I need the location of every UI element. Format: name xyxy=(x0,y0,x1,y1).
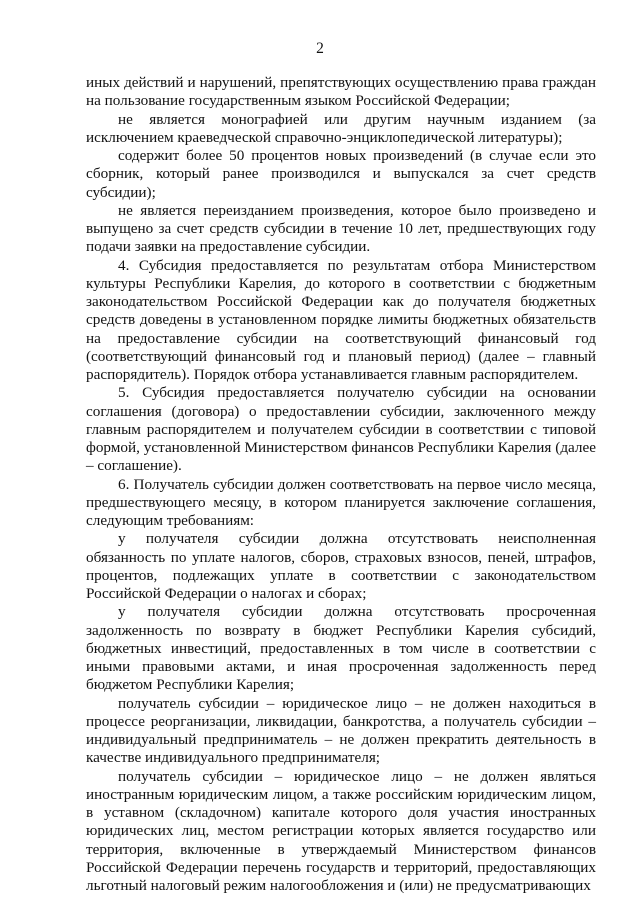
paragraph-requirement-new-works: содержит более 50 процентов новых произведений (в случае если это сборник, который ранее производился и выпускался за счет средств субсидии); xyxy=(86,147,596,201)
document-body xyxy=(86,74,596,895)
page-number: 2 xyxy=(316,40,324,57)
paragraph-clause-5: 5. Субсидия предоставляется получателю субсидии на основании соглашения (договора) о предоставлении субсидии, заключенного между главным распорядителем и получателем субсидии в соответствии с типовой формой, установленной Министерством финансов Республики Карелия (далее – соглашение). xyxy=(86,384,596,475)
paragraph-continuation: иных действий и нарушений, препятствующих осуществлению права граждан на пользование государственным языком Российской Федерации; xyxy=(86,74,596,110)
paragraph-requirement-reorganization: получатель субсидии – юридическое лицо – не должен находиться в процессе реорганизации, ликвидации, банкротства, а получатель субсидии – индивидуальный предприниматель – не должен прекратить деятельность в качестве индивидуального предпринимателя; xyxy=(86,694,596,767)
paragraph-requirement-taxes: у получателя субсидии должна отсутствовать неисполненная обязанность по уплате налогов, сборов, страховых взносов, пеней, штрафов, процентов, подлежащих уплате в соответствии с законодательством Российской Федерации о налогах и сборах; xyxy=(86,530,596,602)
paragraph-requirement-not-reissue: не является переизданием произведения, которое было произведено и выпущено за счет средств субсидии в течение 10 лет, предшествующих году подачи заявки на предоставление субсидии. xyxy=(86,201,596,256)
paragraph-requirement-foreign-entity: получатель субсидии – юридическое лицо – не должен являться иностранным юридическим лицом, а также российским юридическим лицом, в уставном (складочном) капитале которого доля участия иностранных юридических лиц, местом регистрации которых является государство или территория, включенные в утверждаемый Министерством финансов Российской Федерации перечень государств и территорий, предоставляющих льготный налоговый режим налогообложения и (или) не предусматривающих xyxy=(86,767,596,894)
paragraph-requirement-debt: у получателя субсидии должна отсутствовать просроченная задолженность по возврату в бюджет Республики Карелия субсидий, бюджетных инвестиций, предоставленных в том числе в соответствии с иными правовыми актами, и иная просроченная задолженность перед бюджетом Республики Карелия; xyxy=(86,603,596,694)
paragraph-clause-4: 4. Субсидия предоставляется по результатам отбора Министерством культуры Республики Карелия, до которого в соответствии с бюджетным законодательством Российской Федерации как до получателя бюджетных средств доведены в установленном порядке лимиты бюджетных обязательств на предоставление субсидии на соответствующий финансовый год (соответствующий финансовый год и плановый период) (далее – главный распорядитель). Порядок отбора устанавливается главным распорядителем. xyxy=(86,256,596,383)
paragraph-requirement-not-monograph: не является монографией или другим научным изданием (за исключением краеведческой справочно-энциклопедической литературы); xyxy=(86,110,596,146)
paragraph-clause-6: 6. Получатель субсидии должен соответствовать на первое число месяца, предшествующего месяцу, в котором планируется заключение соглашения, следующим требованиям: xyxy=(86,475,596,529)
